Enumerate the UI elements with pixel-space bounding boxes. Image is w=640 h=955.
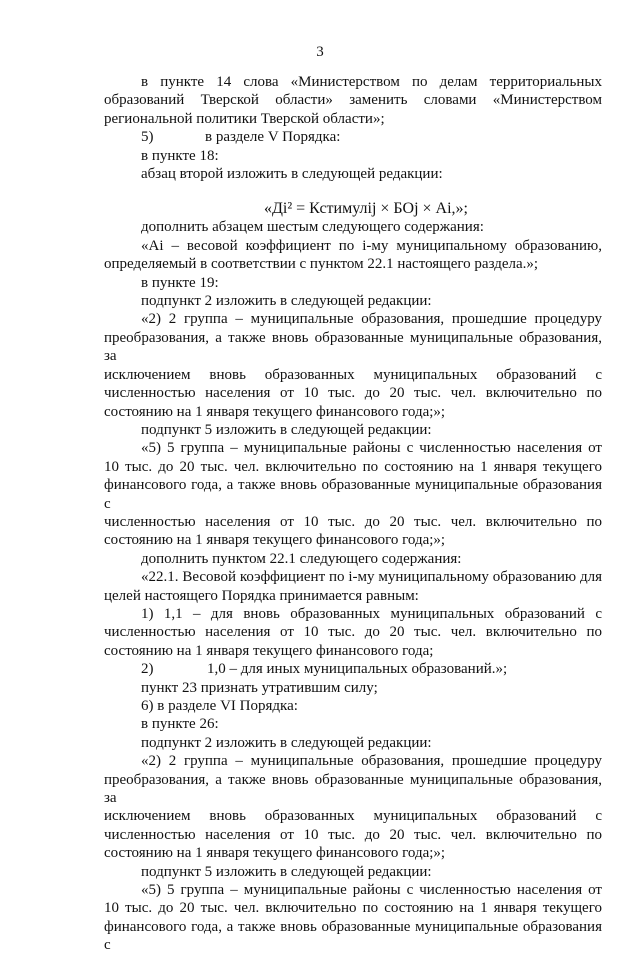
paragraph-line: 6) в разделе VI Порядка: [141, 698, 298, 714]
paragraph-line: финансового года, а также вновь образованные муниципальные образования с [104, 477, 602, 512]
paragraph-line: состоянию на 1 января текущего финансового года;»; [104, 403, 446, 420]
paragraph-line: финансового года, а также вновь образованные муниципальные образования с [104, 918, 602, 954]
list-item-text: 1,0 – для иных муниципальных образований.»; [207, 661, 508, 678]
paragraph-line: «5) 5 группа – муниципальные районы с численностью населения от [141, 440, 602, 457]
paragraph-line: целей настоящего Порядка принимается равным: [104, 587, 419, 604]
paragraph-line: подпункт 2 изложить в следующей редакции: [141, 734, 432, 751]
paragraph-line: в пункте 19: [141, 274, 219, 291]
paragraph-line: пункт 23 признать утратившим силу; [141, 679, 378, 696]
list-item-number: 5) [141, 129, 154, 146]
paragraph-line: образований Тверской области» заменить словами «Министерством [104, 92, 602, 109]
paragraph-line: в пункте 18: [141, 147, 219, 164]
paragraph-line: дополнить пунктом 22.1 следующего содержания: [141, 550, 462, 567]
paragraph-line: подпункт 2 изложить в следующей редакции: [141, 293, 432, 310]
paragraph-line: «22.1. Весовой коэффициент по i-му муниципальному образованию для [141, 569, 602, 586]
list-item [104, 660, 602, 678]
list-item-text: в разделе V Порядка: [205, 129, 341, 146]
list-item [104, 128, 602, 146]
paragraph-line: численностью населения от 10 тыс. до 20 тыс. чел. включительно по [104, 513, 602, 530]
paragraph-line: подпункт 5 изложить в следующей редакции: [141, 863, 432, 880]
document-body [104, 73, 602, 955]
paragraph-line: 10 тыс. до 20 тыс. чел. включительно по состоянию на 1 января текущего [104, 900, 602, 917]
paragraph-line: исключением вновь образованных муниципальных образований с [104, 366, 602, 383]
paragraph-line: «2) 2 группа – муниципальные образования, прошедшие процедуру [141, 753, 602, 770]
paragraph-line: преобразования, а также вновь образованные муниципальные образования, за [104, 329, 602, 365]
paragraph-line: численностью населения от 10 тыс. до 20 тыс. чел. включительно по [104, 826, 602, 843]
paragraph-line: определяемый в соответствии с пунктом 22.1 настоящего раздела.»; [104, 256, 539, 273]
paragraph-line: исключением вновь образованных муниципальных образований с [104, 808, 602, 825]
paragraph-line: региональной политики Тверской области»; [104, 110, 385, 127]
paragraph-line: 10 тыс. до 20 тыс. чел. включительно по состоянию на 1 января текущего [104, 458, 602, 475]
paragraph-line: дополнить абзацем шестым следующего содержания: [141, 219, 484, 236]
paragraph-line: «5) 5 группа – муниципальные районы с численностью населения от [141, 882, 602, 899]
paragraph-line: численностью населения от 10 тыс. до 20 тыс. чел. включительно по [104, 385, 602, 402]
paragraph-line: «2) 2 группа – муниципальные образования, прошедшие процедуру [141, 311, 602, 328]
paragraph-line: абзац второй изложить в следующей редакции: [141, 166, 443, 183]
paragraph-line: «Аi – весовой коэффициент по i-му муниципальному образованию, [141, 237, 602, 254]
list-item-number: 2) [141, 661, 154, 678]
paragraph-line: состоянию на 1 января текущего финансового года;»; [104, 532, 446, 549]
paragraph-line: состоянию на 1 января текущего финансового года; [104, 642, 434, 659]
paragraph-line: в пункте 26: [141, 716, 219, 733]
paragraph-line: 1) 1,1 – для вновь образованных муниципальных образований с [141, 605, 602, 622]
paragraph-line: численностью населения от 10 тыс. до 20 тыс. чел. включительно по [104, 624, 602, 641]
paragraph-line: подпункт 5 изложить в следующей редакции: [141, 421, 432, 438]
paragraph-line: состоянию на 1 января текущего финансового года;»; [104, 845, 446, 862]
paragraph-line: в пункте 14 слова «Министерством по делам территориальных [141, 74, 602, 90]
formula: «Дi² = Кстимулij × БОj × Аi,»; [264, 200, 468, 218]
page-number: 3 [316, 44, 324, 60]
paragraph-line: преобразования, а также вновь образованные муниципальные образования, за [104, 771, 602, 807]
